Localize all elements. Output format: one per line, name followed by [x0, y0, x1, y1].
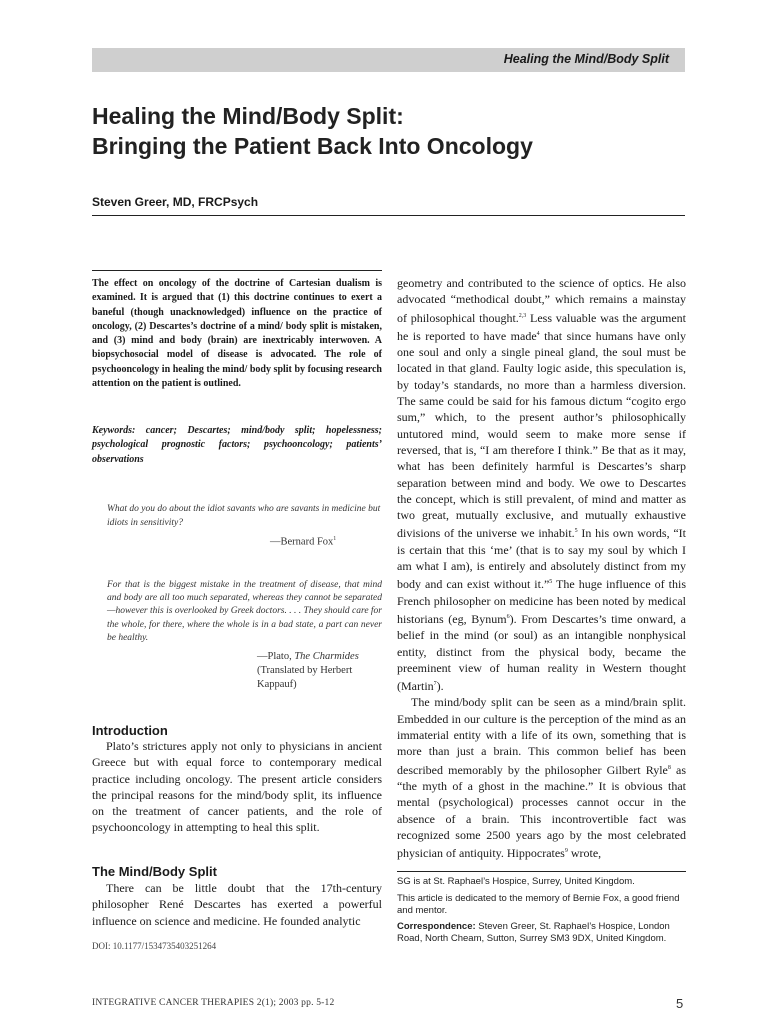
text-run: The huge influence of this French philosopher on medicine has been noted by medical historians (eg, Bynum — [397, 577, 686, 626]
running-head-bar — [92, 48, 685, 72]
ref: 9 — [564, 848, 568, 855]
author: Steven Greer, MD, FRCPsych — [92, 195, 259, 209]
introduction-heading: Introduction — [92, 723, 168, 738]
ref: 8 — [667, 764, 671, 771]
text-run: wrote, — [567, 846, 602, 861]
text-run: ). From Descartes’s time onward, a belief in the mind (or soul) as an intangible nonphysical entity, distinct from the physical body, became the preeminent view of human reality in Western thought (Martin — [397, 611, 686, 694]
text-run: ). — [436, 679, 444, 694]
doi: DOI: 10.1177/1534735403251264 — [92, 941, 217, 951]
introduction-text — [92, 738, 382, 836]
text-run: geometry and contributed to the science of optics. He also advocated “methodical doubt,” which remains a mainstay of philosophical thought. — [397, 276, 686, 325]
paragraph — [397, 275, 686, 694]
paragraph — [397, 694, 686, 861]
keywords-text: cancer; Descartes; mind/body split; hopelessness; psychological prognostic factors; psychooncology; patients’ observations — [92, 425, 382, 465]
epigraph-2-author: —Plato, — [257, 651, 295, 662]
text-run: as “the myth of a ghost in the machine.” It is obvious that mental (psychological) processes cannot occur in the absence of a brain. This incontrovertible fact was recognized some 2500 years ago by the most celebrated physician of antiquity. Hippocrates — [397, 762, 686, 861]
ref: 7 — [433, 681, 437, 688]
epigraph-1-attribution — [270, 536, 336, 548]
epigraph-2-quote: For that is the biggest mistake in the treatment of disease, that mind and body are all too much separated, whereas they cannot be separated—however this is overlooked by Greek doctors. . . . They should care for the whole, for there, where the whole is in a bad state, a part can never be healthy. — [107, 580, 383, 643]
journal-citation: INTEGRATIVE CANCER THERAPIES 2(1); 2003 pp. 5-12 — [92, 998, 335, 1008]
title-divider — [92, 215, 685, 216]
running-head: Healing the Mind/Body Split — [503, 52, 669, 66]
ref: 6 — [506, 613, 510, 620]
ref: 5 — [549, 579, 553, 586]
keywords — [92, 424, 382, 467]
correspondence-text: Steven Greer, St. Raphael’s Hospice, London Road, North Cheam, Sutton, Surrey SM3 9DX, United Kingdom. — [397, 921, 670, 944]
mind-body-split-body: There can be little doubt that the 17th-century philosopher René Descartes has exerted a powerful influence on science and medicine. He founded analytic — [92, 881, 382, 928]
epigraph-1-quote: What do you do about the idiot savants who are savants in medicine but idiots in sensitivity? — [107, 504, 381, 528]
epigraph-1-ref: 1 — [333, 536, 337, 542]
footnote-affiliation: SG is at St. Raphael’s Hospice, Surrey, United Kingdom. — [397, 876, 635, 887]
abstract: The effect on oncology of the doctrine of Cartesian dualism is examined. It is argued that (1) this doctrine continues to exert a baneful (though unacknowledged) influence on the practice of oncology, (2) Descartes’s doctrine of a mind/ body split is mistaken, and (3) mind and body (brain) are inextricably interwoven. A biopsychosocial model of disease is advocated. The role of psychooncology in healing the mind/ body split by focusing research attention on the patient is outlined. — [92, 278, 382, 390]
title-line-2: Bringing the Patient Back Into Oncology — [92, 133, 533, 159]
footnote-dedication: This article is dedicated to the memory of Bernie Fox, a good friend and mentor. — [397, 893, 680, 916]
epigraph-2-work: The Charmides — [294, 651, 359, 662]
epigraph-1-author: —Bernard Fox — [270, 536, 334, 548]
text-run: Less valuable was the argument he is reported to have made — [397, 310, 686, 343]
text-run: The mind/body split can be seen as a mind/brain split. Embedded in our culture is the perception of the mind as an immaterial entity with a life of its own, something that is more than just a brain. This common belief has been described memorably by the philosopher Gilbert Ryle — [397, 695, 686, 777]
article-title — [92, 101, 692, 161]
ref: 4 — [536, 330, 540, 337]
mind-body-split-heading: The Mind/Body Split — [92, 864, 217, 879]
ref: 5 — [574, 528, 578, 535]
keywords-label: Keywords: — [92, 425, 136, 436]
abstract-divider — [92, 270, 382, 271]
body-column-2 — [397, 275, 686, 861]
footnote-divider — [397, 871, 686, 872]
title-line-1: Healing the Mind/Body Split: — [92, 103, 404, 129]
ref: 2,3 — [518, 312, 527, 319]
correspondence-label: Correspondence: — [397, 921, 476, 932]
introduction-body: Plato’s strictures apply not only to physicians in ancient Greece but with equal force to contemporary medical practice including oncology. The present article considers the principal reasons for the mind/body split, its influence on the treatment of cancer patients, and the role of psychooncology in attempting to heal this split. — [92, 739, 382, 835]
text-run: that since humans have only one soul and only a single pineal gland, the soul must be located in that gland. Faulty logic aside, this speculation is, by today’s standards, no more than a harmless diversion. The same could be said for his famous dictum “cogito ergo sum,” which, to the present author’s philosophically untutored mind, would seem to make more sense if reversed, that is, “I am therefore I think.” Be that as it may, what has been definitely harmful is Descartes’s sharp separation between mind and body. We owe to Descartes the concept, which is still prevalent, of mind and matter as two great, mutually exclusive, and mutually exhaustive divisions of the universe we inhabit. — [397, 328, 686, 541]
text-run: In his own words, “It is certain that this ‘me’ (that is to say my soul by which I am what I am), is entirely and absolutely distinct from my body and can exist without it.” — [397, 526, 686, 592]
epigraph-2-attribution — [257, 650, 387, 693]
footnote-correspondence — [397, 921, 686, 945]
mind-body-split-text — [92, 880, 382, 929]
page-number: 5 — [676, 996, 684, 1011]
epigraph-2-translator: (Translated by Herbert Kappauf) — [257, 665, 353, 691]
